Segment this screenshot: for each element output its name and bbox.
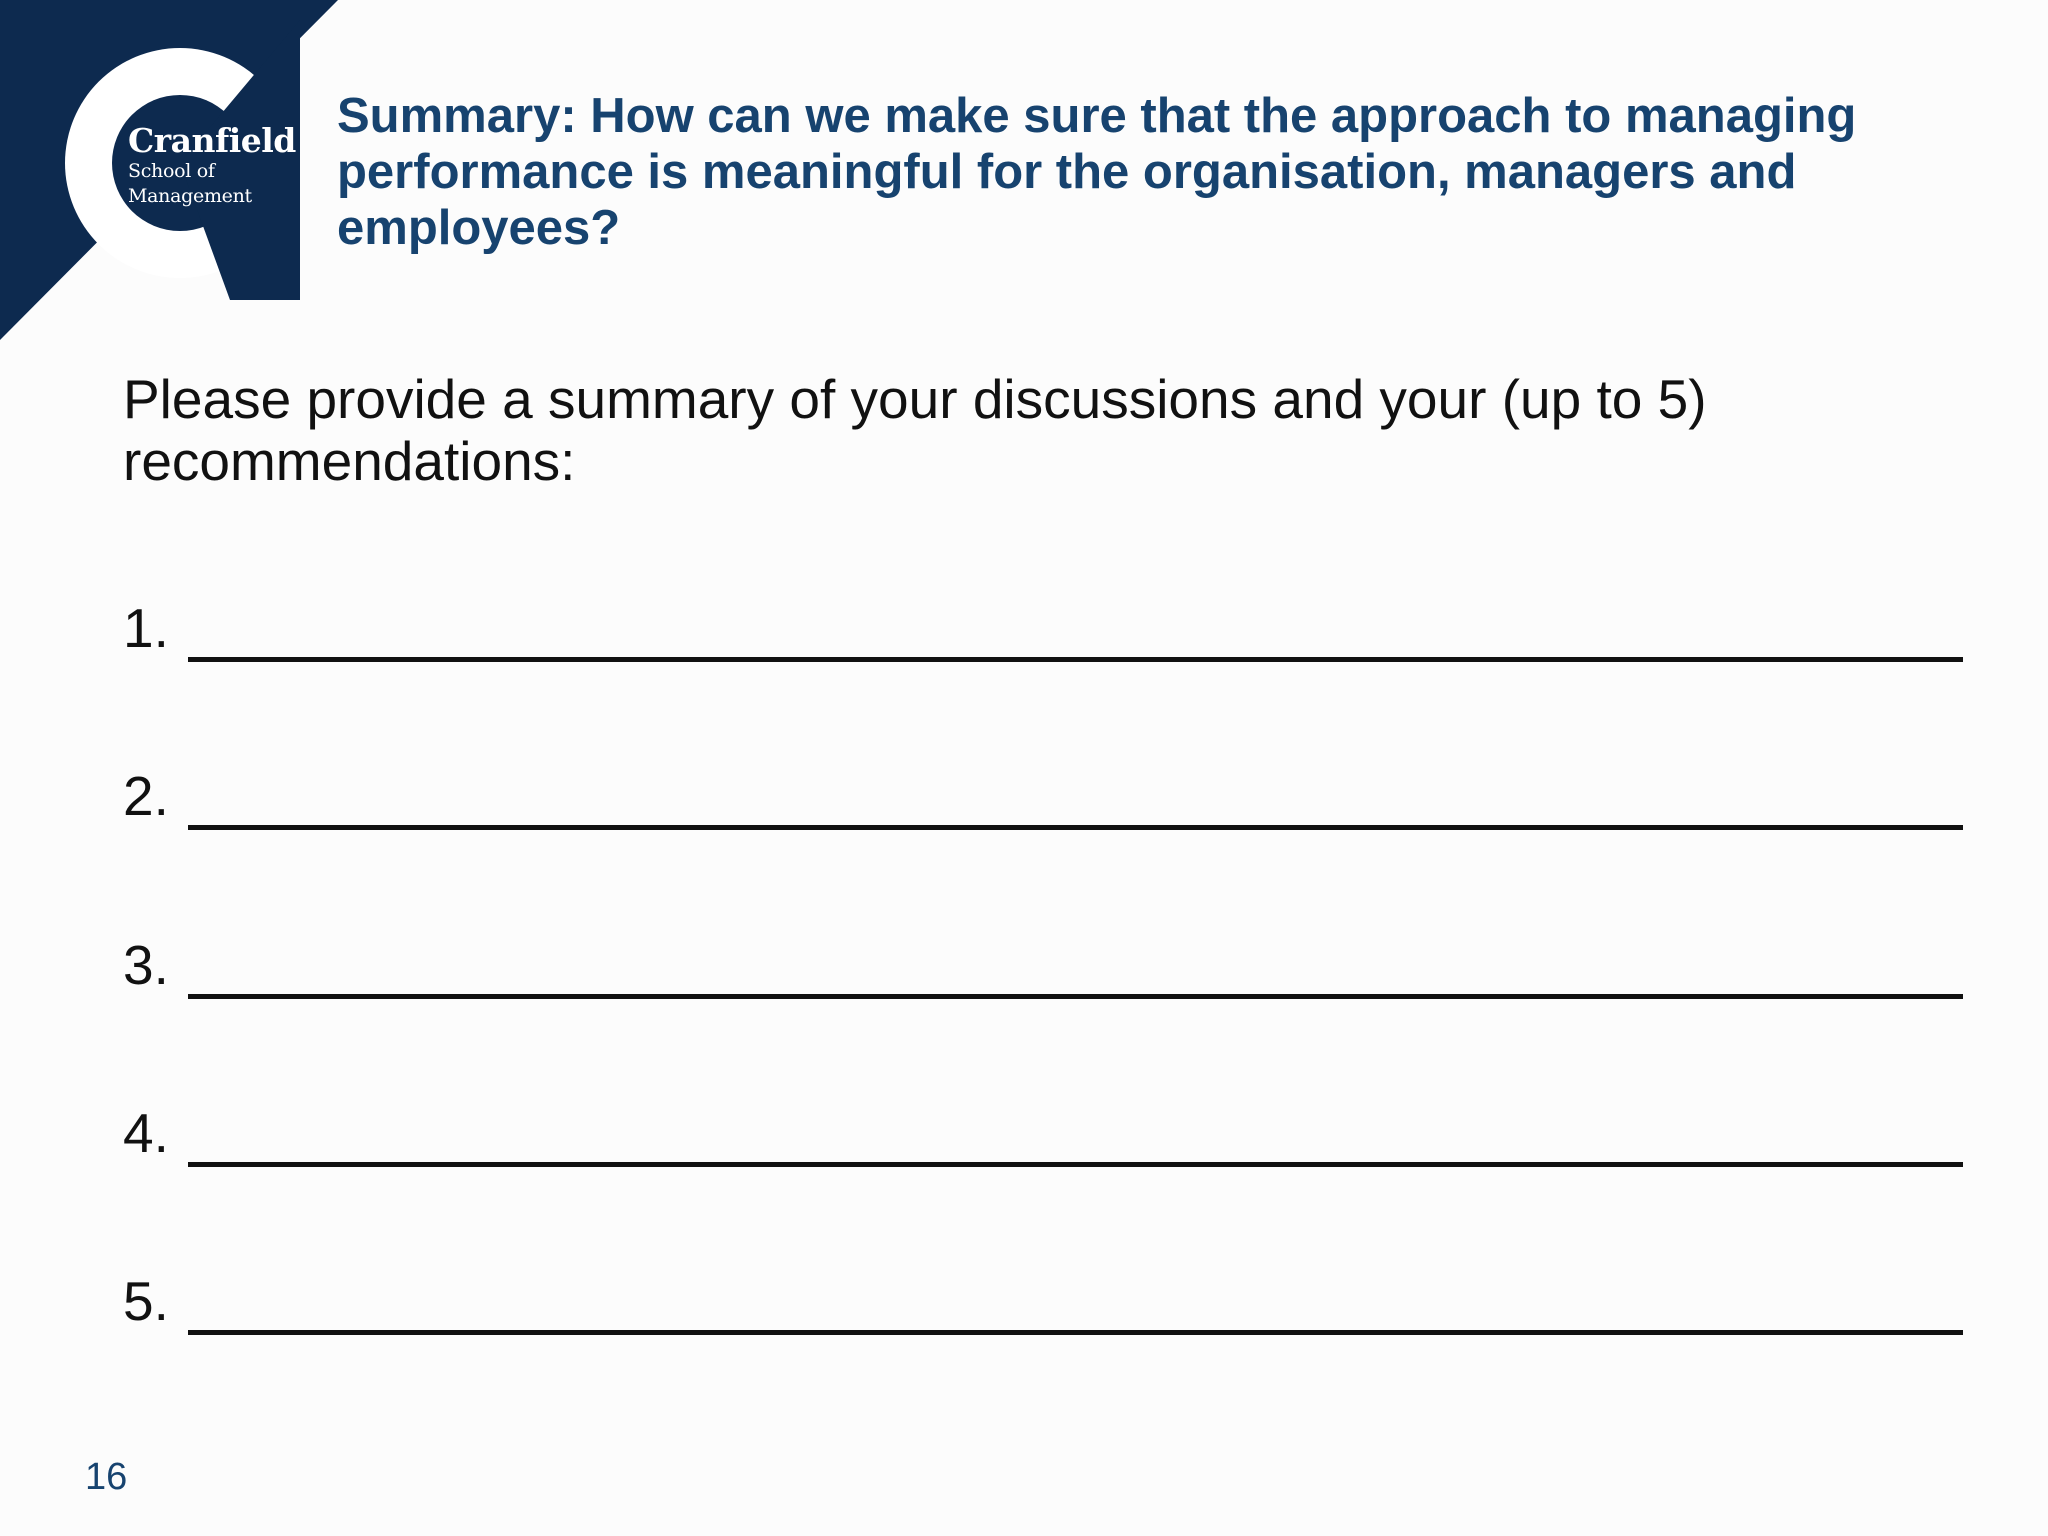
- recommendation-blank-1: [123, 582, 1963, 662]
- recommendation-number: 4.: [123, 1102, 169, 1164]
- recommendation-number: 1.: [123, 597, 169, 659]
- recommendation-number: 3.: [123, 934, 169, 996]
- cranfield-logo: [0, 0, 340, 340]
- page-number: 16: [85, 1456, 128, 1498]
- slide-title: Summary: How can we make sure that the approach to managing performance is meaningful for the organisation, managers and employees?: [337, 89, 1857, 255]
- recommendation-blank-5: [123, 1255, 1963, 1335]
- recommendation-blank-4: [123, 1087, 1963, 1167]
- answer-line: [188, 994, 1963, 999]
- logo-wordmark: [128, 121, 296, 207]
- logo-subline-2: Management: [128, 185, 252, 207]
- recommendation-number: 5.: [123, 1270, 169, 1332]
- recommendation-number: 2.: [123, 765, 169, 827]
- recommendation-blank-2: [123, 750, 1963, 830]
- answer-line: [188, 1330, 1963, 1335]
- answer-line: [188, 657, 1963, 662]
- logo-name: Cranfield: [128, 121, 296, 160]
- answer-line: [188, 825, 1963, 830]
- answer-line: [188, 1162, 1963, 1167]
- recommendation-blank-3: [123, 919, 1963, 999]
- logo-subline-1: School of: [128, 160, 215, 182]
- instruction-text: Please provide a summary of your discussions and your (up to 5) recommendations:: [123, 368, 1707, 492]
